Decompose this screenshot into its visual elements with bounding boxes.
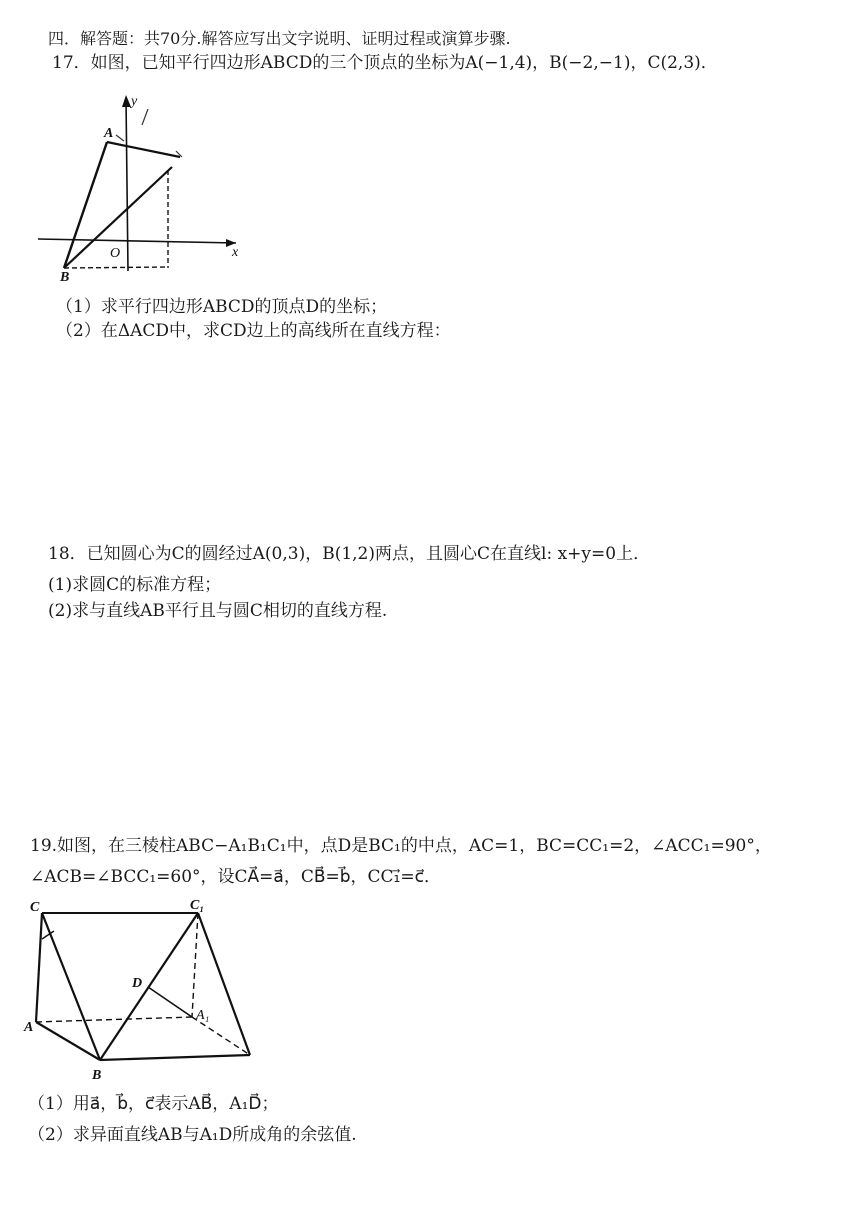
- label-a1: A₁: [196, 1008, 210, 1023]
- edge-ca: [36, 913, 42, 1022]
- segment-da1: [148, 987, 192, 1017]
- edge-bc1: [100, 913, 198, 1060]
- label-c: C: [30, 900, 40, 915]
- q17-figure: [20, 85, 260, 285]
- label-o: O: [110, 246, 121, 261]
- side-ac: [107, 142, 180, 157]
- q19-stem-line2: ∠ACB=∠BCC₁=60°，设CA⃗=a⃗，CB⃗=b⃗，CC₁⃗=c⃗．: [30, 867, 441, 887]
- label-a: A: [104, 126, 114, 141]
- q19-stem-line1: 19.如图，在三棱柱ABC−A₁B₁C₁中，点D是BC₁的中点，AC=1，BC=CC₁=2，∠ACC₁=90°，: [30, 836, 772, 856]
- label-d: D: [132, 976, 143, 991]
- guide-b: [64, 267, 168, 268]
- q18-part2: (2)求与直线AB平行且与圆C相切的直线方程.: [48, 601, 388, 621]
- hidden-c1a1: [192, 913, 198, 1017]
- label-y: y: [131, 94, 138, 109]
- edge-ab: [36, 1022, 100, 1060]
- q18-stem: 18．已知圆心为C的圆经过A(0,3)，B(1,2)两点，且圆心C在直线l: x+y=0上．: [48, 544, 651, 564]
- edge-bb1: [100, 1055, 250, 1060]
- x-axis: [38, 239, 236, 243]
- label-b: B: [92, 1068, 102, 1083]
- edge-c1b1: [198, 913, 250, 1055]
- q19-part2: （2）求异面直线AB与A₁D所成角的余弦值.: [28, 1125, 357, 1145]
- y-axis-arrow: [122, 95, 131, 107]
- section-header: 四．解答题：共70分.解答应写出文字说明、证明过程或演算步骤.: [48, 29, 511, 48]
- edge-cb: [42, 913, 100, 1060]
- y-axis: [126, 99, 128, 271]
- q19-part1: （1）用a⃗，b⃗，c⃗表示AB⃗，A₁D⃗；: [28, 1094, 279, 1114]
- label-c1: C₁: [190, 898, 205, 913]
- label-x: x: [232, 245, 239, 260]
- scribble-top: [142, 109, 148, 125]
- q18-part1: (1)求圆C的标准方程；: [48, 575, 222, 595]
- label-a: A: [24, 1020, 34, 1035]
- q17-part2: （2）在ΔACD中，求CD边上的高线所在直线方程：: [56, 321, 451, 341]
- q19-figure: [20, 895, 290, 1085]
- label-b: B: [60, 270, 70, 285]
- q17-stem: 17．如图，已知平行四边形ABCD的三个顶点的坐标为A(−1,4)，B(−2,−1)，C(2,3)．: [52, 53, 718, 73]
- q17-part1: （1）求平行四边形ABCD的顶点D的坐标；: [56, 297, 388, 317]
- hidden-aa1: [36, 1017, 192, 1022]
- scribble-a: [116, 135, 124, 141]
